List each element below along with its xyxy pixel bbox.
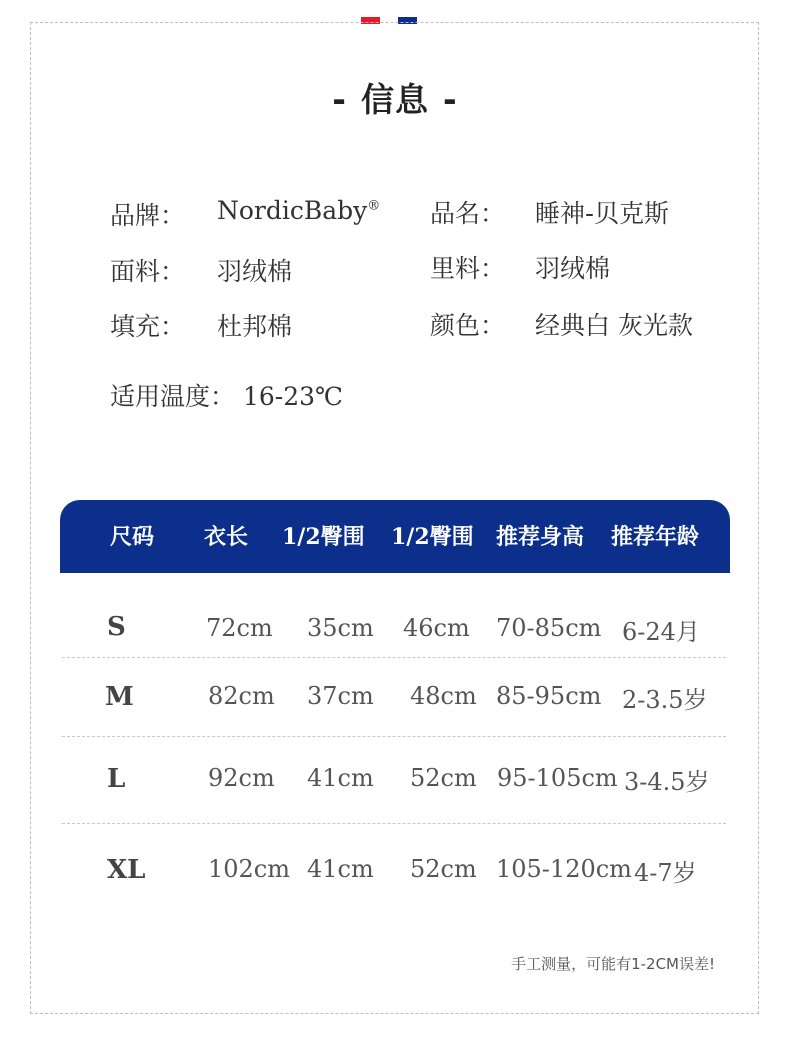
row-divider — [62, 657, 726, 658]
header-length: 衣长 — [204, 524, 249, 550]
table-cell-height: 105-120cm — [496, 855, 632, 883]
table-cell-age: 3-4.5岁 — [624, 768, 710, 796]
title-dash-right: - — [443, 80, 458, 119]
table-cell-height: 95-105cm — [497, 764, 618, 792]
section-title — [0, 74, 790, 121]
temperature-row — [110, 377, 343, 413]
table-cell-age: 4-7岁 — [634, 859, 697, 887]
filling-row — [110, 307, 293, 343]
table-cell-hip: 52cm — [410, 855, 477, 883]
filling-value: 杜邦棉 — [217, 312, 293, 341]
measurement-note: 手工测量，可能有1-2CM误差! — [511, 955, 715, 973]
filling-label: 填充： — [110, 312, 186, 341]
brand-name: NordicBaby — [217, 196, 368, 225]
temperature-label: 适用温度： — [110, 382, 236, 411]
table-cell-size: S — [107, 612, 126, 642]
header-hip-1: 1/2臀围 — [282, 524, 365, 550]
table-cell-length: 92cm — [208, 764, 275, 792]
table-cell-height: 85-95cm — [496, 682, 602, 710]
table-cell-length: 72cm — [206, 614, 273, 642]
table-cell-hip: 37cm — [307, 682, 374, 710]
header-hip-2: 1/2臀围 — [391, 524, 474, 550]
temperature-value: 16-23℃ — [242, 382, 344, 411]
lining-value: 羽绒棉 — [535, 254, 611, 283]
brand-label: 品牌： — [110, 201, 186, 230]
table-cell-hip: 46cm — [403, 614, 470, 642]
table-cell-length: 82cm — [208, 682, 275, 710]
fabric-row — [110, 252, 293, 288]
table-cell-hip: 41cm — [307, 764, 374, 792]
table-cell-hip: 41cm — [307, 855, 374, 883]
header-age: 推荐年龄 — [611, 524, 700, 550]
color-value: 经典白 灰光款 — [535, 311, 693, 340]
row-divider — [62, 823, 726, 824]
table-cell-hip: 48cm — [410, 682, 477, 710]
lining-row — [430, 249, 611, 285]
product-name-row — [430, 194, 670, 230]
table-cell-length: 102cm — [208, 855, 291, 883]
title-text: 信息 — [361, 80, 429, 119]
table-cell-hip: 52cm — [410, 764, 477, 792]
table-cell-age: 6-24月 — [622, 618, 700, 646]
fabric-label: 面料： — [110, 257, 186, 286]
table-cell-hip: 35cm — [307, 614, 374, 642]
table-cell-size: XL — [107, 855, 146, 885]
color-label: 颜色： — [430, 311, 506, 340]
table-cell-size: M — [105, 682, 134, 712]
product-name-value: 睡神-贝克斯 — [535, 199, 670, 228]
header-height: 推荐身高 — [496, 524, 585, 550]
registered-mark: ® — [367, 198, 381, 214]
table-cell-size: L — [107, 764, 126, 794]
lining-label: 里料： — [430, 254, 506, 283]
product-name-label: 品名： — [430, 199, 506, 228]
header-size: 尺码 — [110, 524, 155, 550]
title-dash-left: - — [332, 80, 347, 119]
table-cell-age: 2-3.5岁 — [622, 686, 708, 714]
row-divider — [62, 736, 726, 737]
fabric-value: 羽绒棉 — [217, 257, 293, 286]
brand-value — [217, 196, 380, 225]
table-cell-height: 70-85cm — [496, 614, 602, 642]
color-row — [430, 306, 693, 342]
brand-row — [110, 196, 381, 232]
